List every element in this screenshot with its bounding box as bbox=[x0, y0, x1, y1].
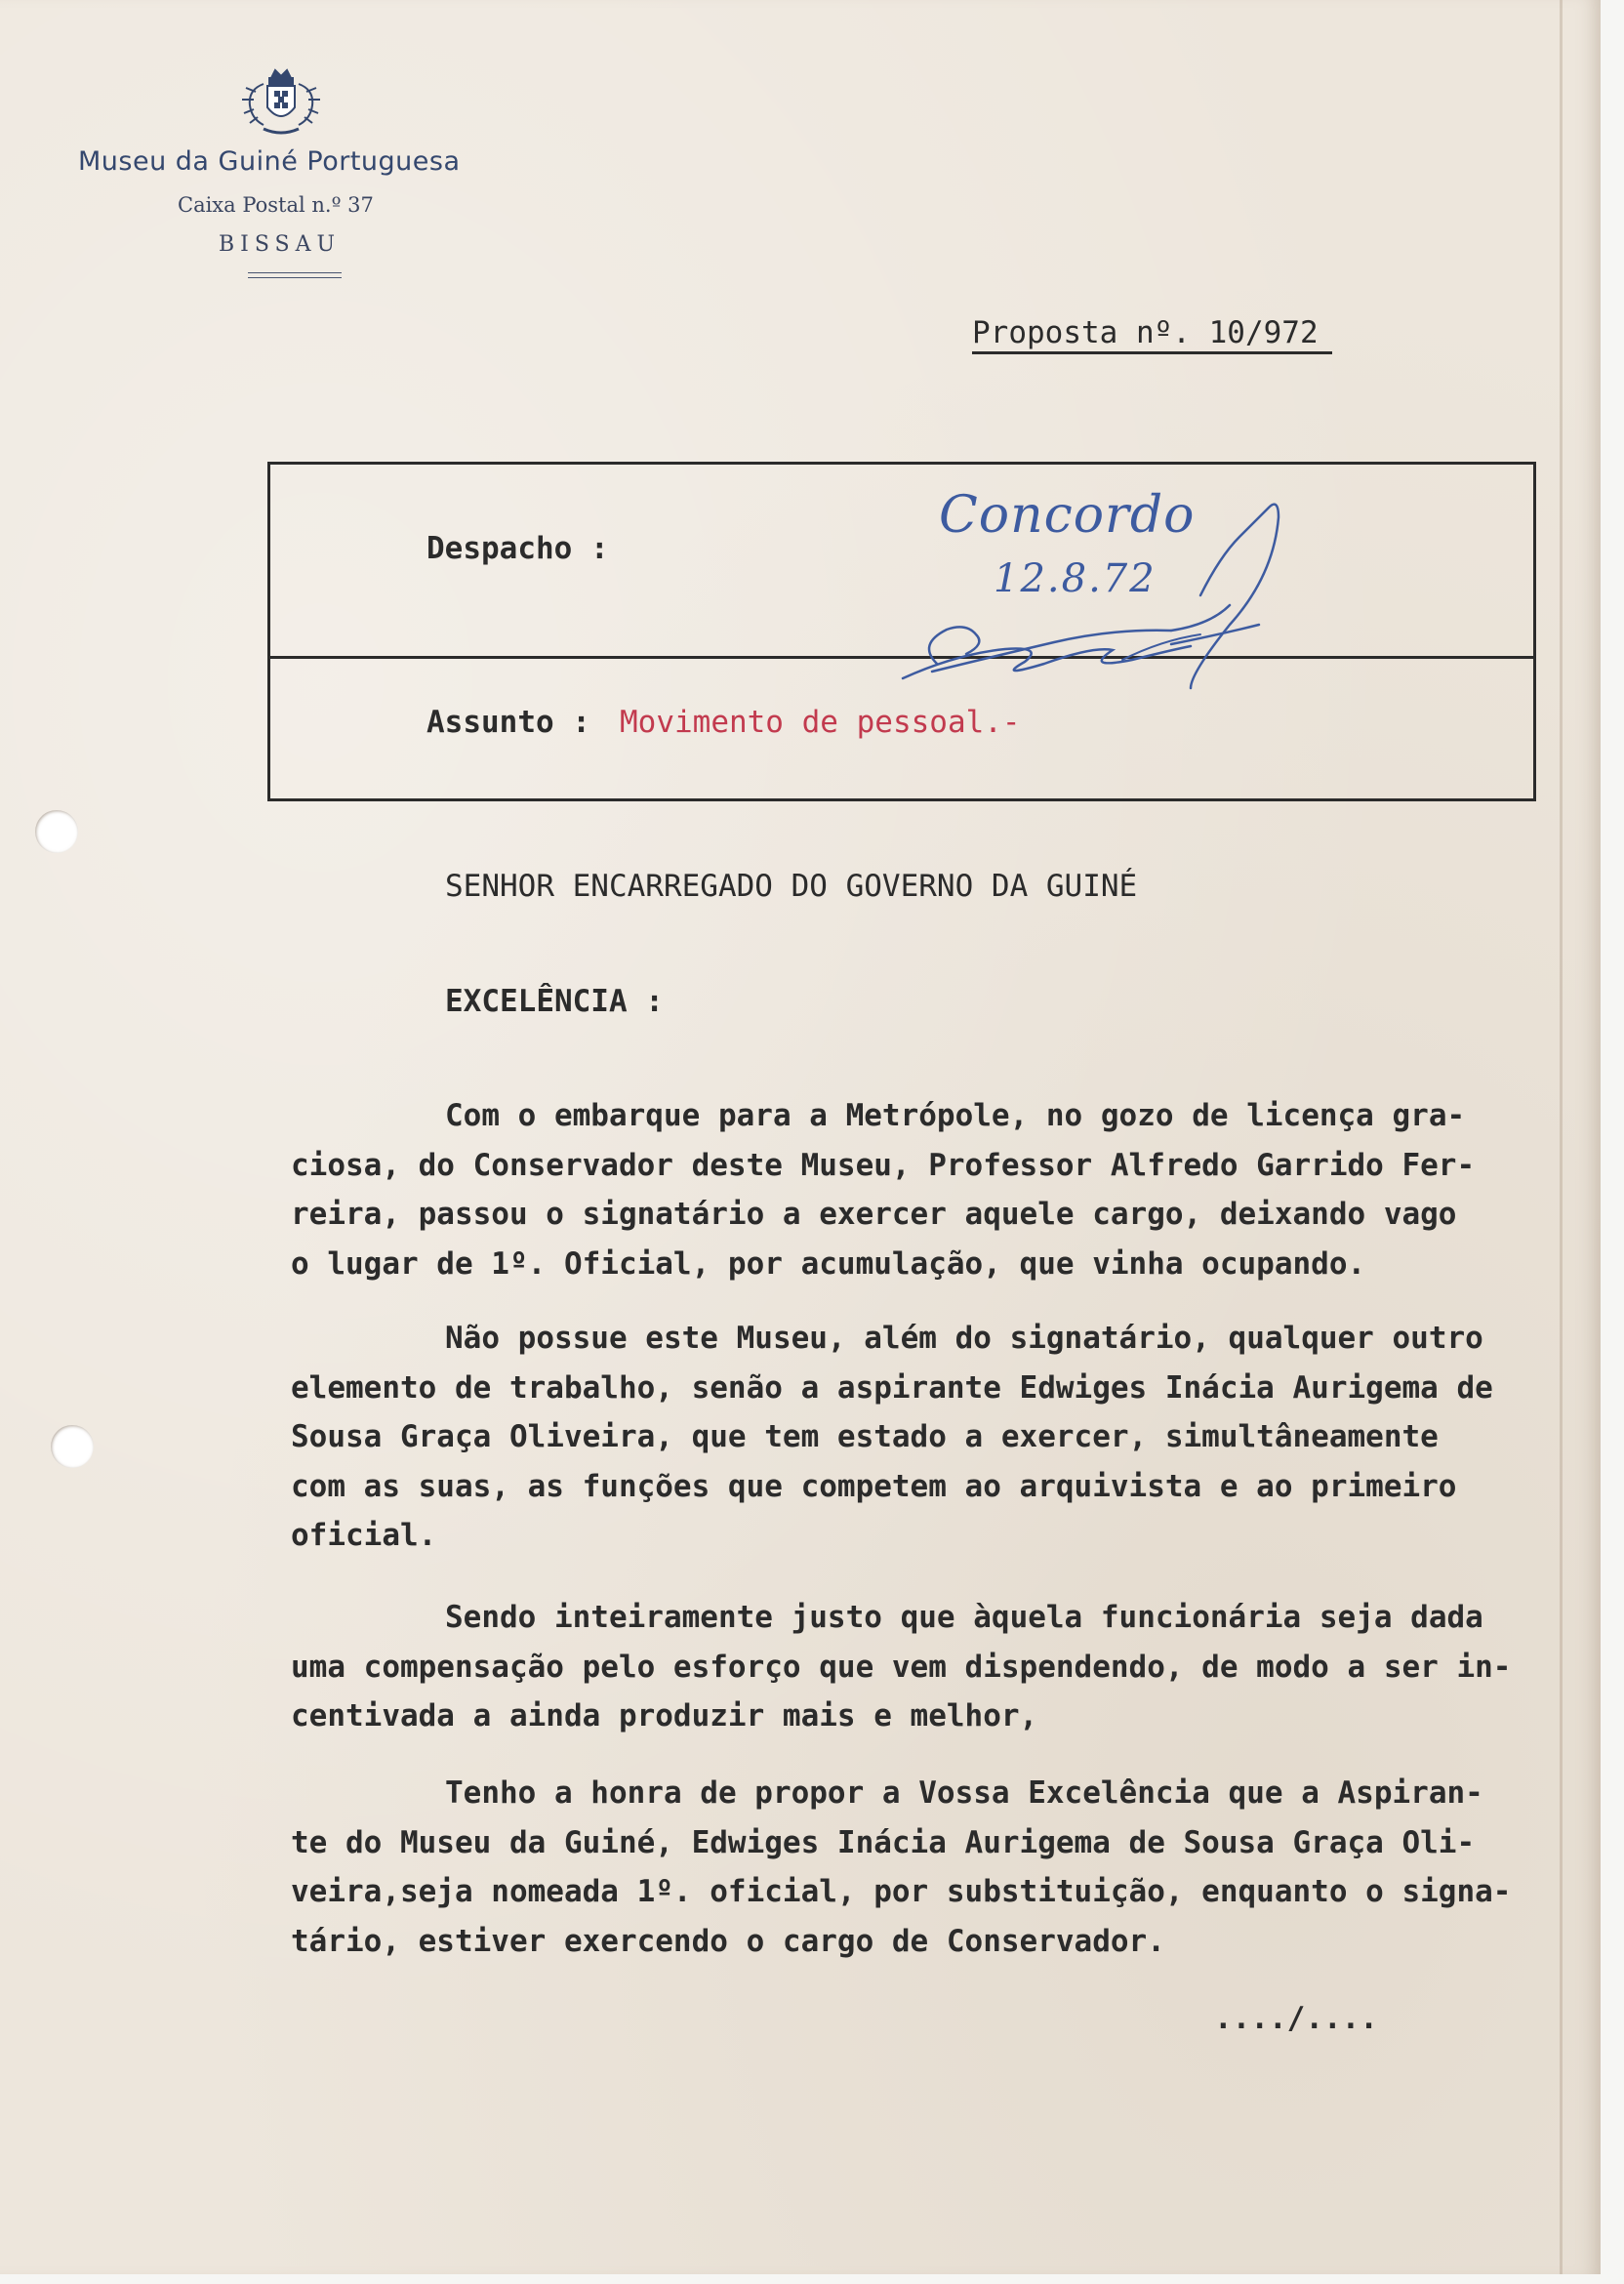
text-line: centivada a ainda produzir mais e melhor, bbox=[291, 1698, 1038, 1733]
punch-hole bbox=[35, 810, 78, 853]
text-line: oficial. bbox=[291, 1518, 437, 1553]
text-line: Sousa Graça Oliveira, que tem estado a exercer, simultâneamente bbox=[291, 1419, 1439, 1454]
punch-hole bbox=[51, 1425, 94, 1468]
proposal-reference: Proposta nº. 10/972 bbox=[972, 314, 1332, 354]
postal-box: Caixa Postal n.º 37 bbox=[178, 193, 374, 217]
coat-of-arms-icon bbox=[234, 64, 328, 143]
assunto-value: Movimento de pessoal.- bbox=[620, 705, 1021, 740]
greeting: EXCELÊNCIA : bbox=[445, 984, 664, 1019]
text-line: Não possue este Museu, além do signatário, qualquer outro bbox=[445, 1321, 1483, 1356]
paragraph-1 bbox=[291, 1091, 1589, 1288]
institution-name: Museu da Guiné Portuguesa bbox=[78, 146, 461, 177]
city: BISSAU bbox=[219, 232, 342, 257]
handwritten-approval: Concordo bbox=[939, 486, 1196, 545]
text-line: com as suas, as funções que competem ao arquivista e ao primeiro bbox=[291, 1468, 1457, 1504]
text-line: o lugar de 1º. Oficial, por acumulação, que vinha ocupando. bbox=[291, 1245, 1366, 1282]
handwritten-signature bbox=[878, 478, 1386, 713]
text-line: Com o embarque para a Metrópole, no gozo de licença gra- bbox=[445, 1098, 1466, 1133]
despacho-label: Despacho : bbox=[426, 531, 609, 566]
handwritten-date: 12.8.72 bbox=[994, 556, 1157, 601]
text-line: reira, passou o signatário a exercer aquele cargo, deixando vago bbox=[291, 1197, 1457, 1232]
continuation-mark: ..../.... bbox=[1214, 2001, 1378, 2036]
text-line: tário, estiver exercendo o cargo de Conservador. bbox=[291, 1923, 1165, 1959]
paragraph-4 bbox=[291, 1769, 1589, 1966]
letterhead-rule bbox=[248, 272, 342, 278]
assunto-label: Assunto : bbox=[426, 705, 590, 740]
salutation: SENHOR ENCARREGADO DO GOVERNO DA GUINÉ bbox=[445, 869, 1138, 904]
scan-margin-right bbox=[1601, 0, 1624, 2284]
text-line: ciosa, do Conservador deste Museu, Professor Alfredo Garrido Fer- bbox=[291, 1147, 1476, 1183]
scan-margin-bottom bbox=[0, 2274, 1624, 2284]
text-line: elemento de trabalho, senão a aspirante Edwiges Inácia Aurigema de bbox=[291, 1369, 1493, 1406]
text-line: uma compensação pelo esforço que vem dispendendo, de modo a ser in- bbox=[291, 1649, 1512, 1685]
paragraph-2 bbox=[291, 1314, 1589, 1561]
text-line: Tenho a honra de propor a Vossa Excelência que a Aspiran- bbox=[445, 1775, 1483, 1811]
text-line: veira,seja nomeada 1º. oficial, por substituição, enquanto o signa- bbox=[291, 1874, 1512, 1909]
text-line: Sendo inteiramente justo que àquela funcionária seja dada bbox=[445, 1600, 1483, 1635]
paragraph-3 bbox=[291, 1593, 1589, 1741]
text-line: te do Museu da Guiné, Edwiges Inácia Aurigema de Sousa Graça Oli- bbox=[291, 1824, 1476, 1860]
